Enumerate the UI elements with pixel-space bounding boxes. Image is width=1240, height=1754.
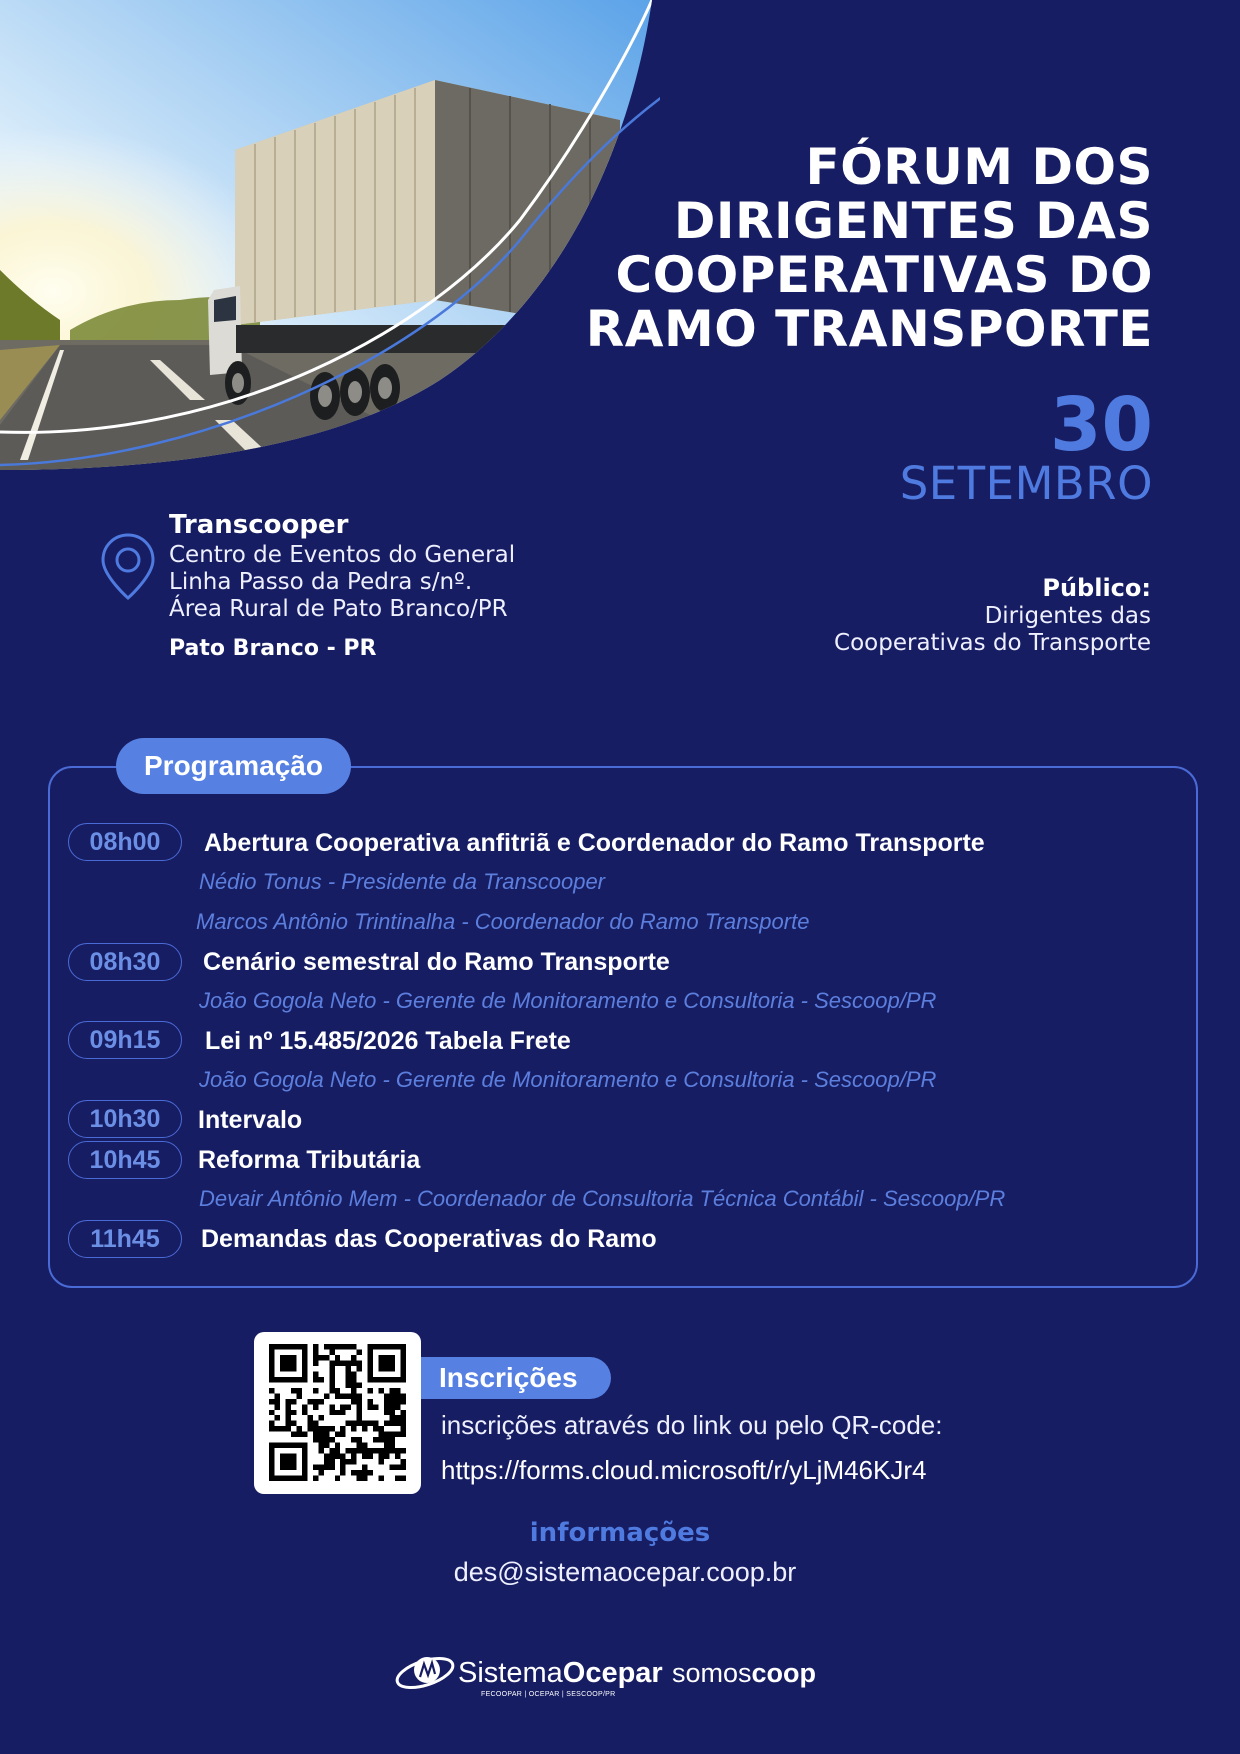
audience-label: Público: <box>1042 574 1151 602</box>
venue-block <box>169 508 515 663</box>
program-activity: Demandas das Cooperativas do Ramo <box>201 1225 657 1253</box>
location-pin-icon <box>100 532 156 607</box>
venue-address-line: Centro de Eventos do General <box>169 542 516 568</box>
sistema-ocepar-logo <box>393 1650 663 1701</box>
program-tab-label: Programação <box>116 738 351 794</box>
program-speaker: Marcos Antônio Trintinalha - Coordenador do Ramo Transporte <box>196 909 810 934</box>
program-activity: Lei nº 15.485/2026 Tabela Frete <box>205 1027 571 1055</box>
program-time: 08h30 <box>68 943 182 981</box>
logo-ocepar-text: Ocepar <box>562 1657 663 1689</box>
program-speaker: João Gogola Neto - Gerente de Monitoramento e Consultoria - Sescoop/PR <box>199 988 937 1013</box>
registration-label: Inscrições <box>421 1357 611 1399</box>
venue-name: Transcooper <box>169 510 349 540</box>
logo-sistema-text: Sistema <box>458 1657 563 1689</box>
venue-address-line: Linha Passo da Pedra s/nº. <box>169 569 473 595</box>
program-activity: Abertura Cooperativa anfitriã e Coordenador do Ramo Transporte <box>204 829 985 857</box>
registration-text: inscrições através do link ou pelo QR-code: <box>441 1410 943 1440</box>
title-line: COOPERATIVAS DO <box>615 246 1153 304</box>
hero-truck-image <box>0 0 660 470</box>
logo-coop-text: coop <box>751 1658 817 1688</box>
ocepar-globe-icon <box>393 1650 457 1696</box>
qr-code[interactable] <box>254 1332 421 1494</box>
info-email[interactable]: des@sistemaocepar.coop.br <box>453 1557 797 1587</box>
event-title <box>586 140 1153 356</box>
venue-city: Pato Branco - PR <box>169 636 377 661</box>
qr-code-icon <box>269 1344 406 1481</box>
title-line: RAMO TRANSPORTE <box>585 300 1153 358</box>
program-activity: Cenário semestral do Ramo Transporte <box>203 948 670 976</box>
program-time: 10h45 <box>68 1141 182 1179</box>
program-time: 11h45 <box>68 1220 182 1258</box>
title-line: FÓRUM DOS <box>805 138 1153 196</box>
program-speaker: Devair Antônio Mem - Coordenador de Consultoria Técnica Contábil - Sescoop/PR <box>199 1186 1006 1211</box>
program-activity: Intervalo <box>198 1106 303 1134</box>
program-time: 10h30 <box>68 1100 182 1138</box>
logo-ocepar-subtitle: FECOOPAR | OCEPAR | SESCOOP/PR <box>481 1691 616 1698</box>
venue-address-line: Área Rural de Pato Branco/PR <box>169 596 508 622</box>
audience-line: Dirigentes das <box>984 603 1151 629</box>
event-day: 30 <box>1050 382 1153 468</box>
somoscoop-logo <box>672 1657 816 1689</box>
program-time: 08h00 <box>68 823 182 861</box>
registration-link[interactable]: https://forms.cloud.microsoft/r/yLjM46KJr4 <box>441 1455 927 1485</box>
program-time: 09h15 <box>68 1021 182 1059</box>
event-month: SETEMBRO <box>899 457 1153 510</box>
audience-line: Cooperativas do Transporte <box>834 630 1151 656</box>
info-label: informações <box>529 1518 711 1548</box>
program-activity: Reforma Tributária <box>198 1146 421 1174</box>
program-speaker: Nédio Tonus - Presidente da Transcooper <box>199 869 606 894</box>
audience-block <box>834 573 1151 657</box>
program-speaker: João Gogola Neto - Gerente de Monitoramento e Consultoria - Sescoop/PR <box>199 1067 937 1092</box>
logo-somos-text: somos <box>672 1658 752 1688</box>
title-line: DIRIGENTES DAS <box>673 192 1153 250</box>
